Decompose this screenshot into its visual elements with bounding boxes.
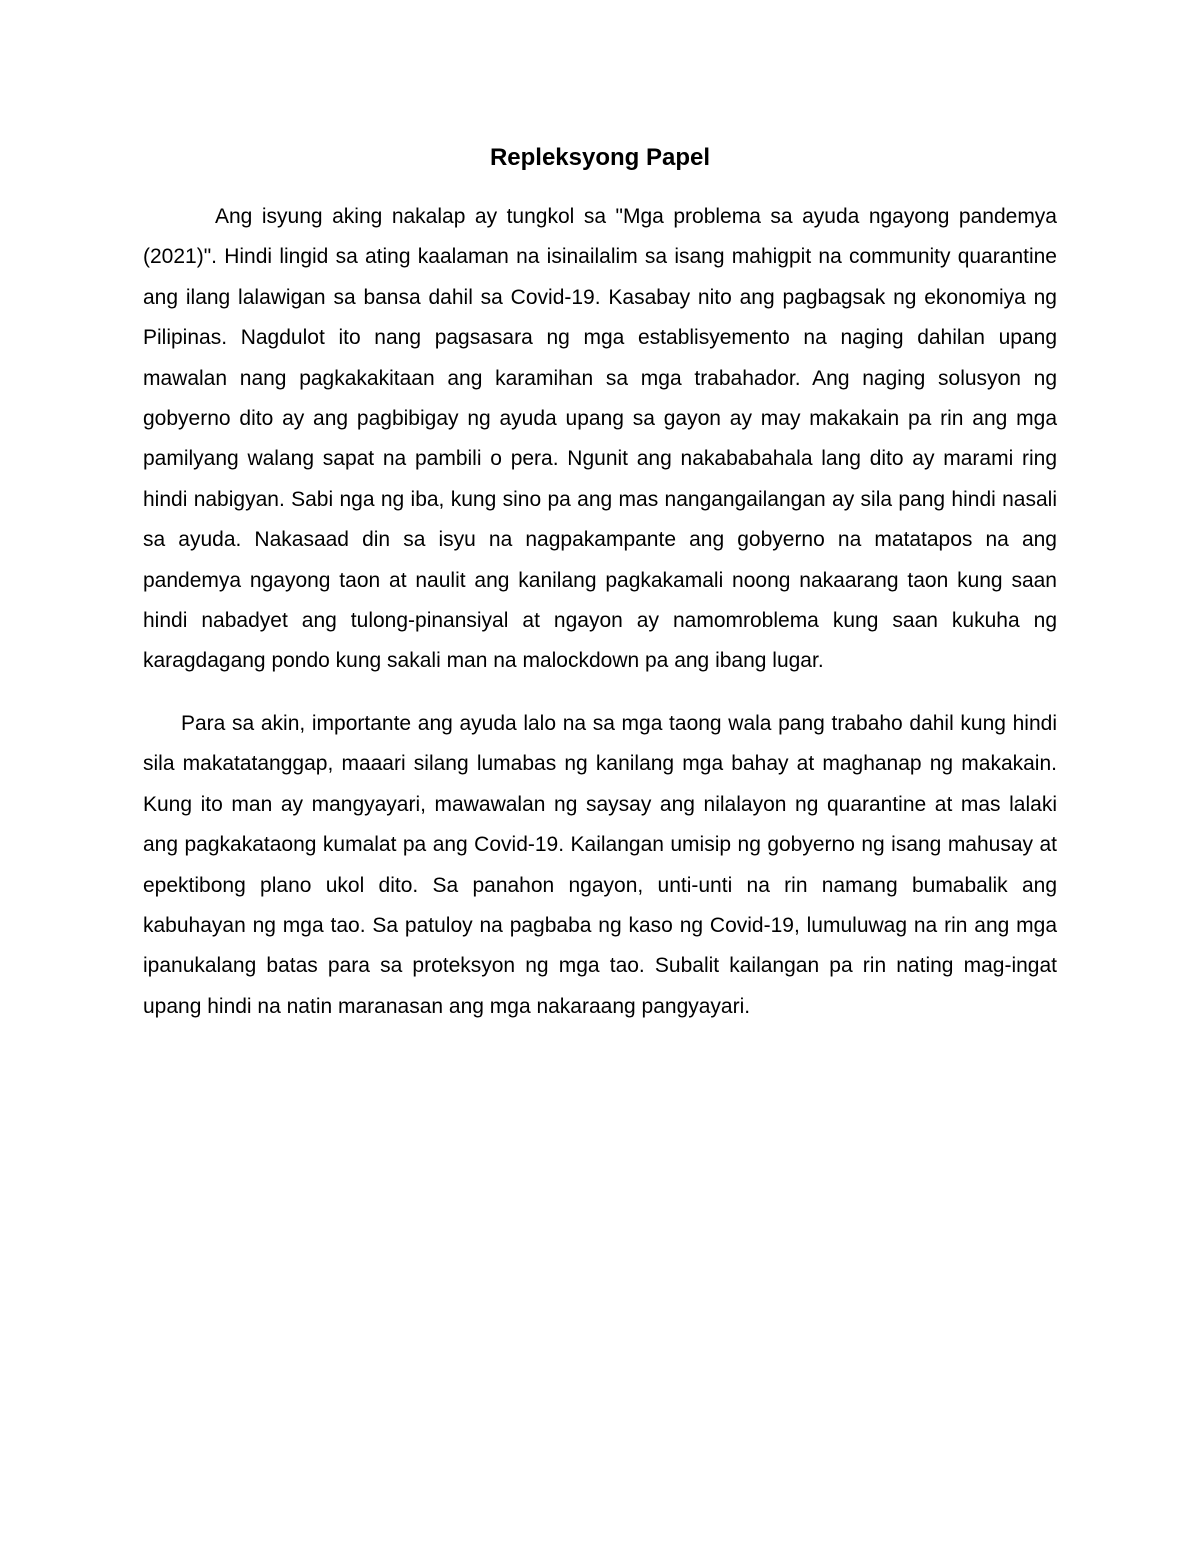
body-paragraph-2: Para sa akin, importante ang ayuda lalo na sa mga taong wala pang trabaho dahil kung hindi sila makatatanggap, maaari silang lumabas ng kanilang mga bahay at maghanap ng makakain. Kung ito man ay mangyayari, mawawalan ng saysay ang nilalayon ng quarantine at mas lalaki ang pagkakataong kumalat pa ang Covid-19. Kailangan umisip ng gobyerno ng isang mahusay at epektibong plano ukol dito. Sa panahon ngayon, unti-unti na rin namang bumabalik ang kabuhayan ng mga tao. Sa patuloy na pagbaba ng kaso ng Covid-19, lumuluwag na rin ang mga ipanukalang batas para sa proteksyon ng mga tao. Subalit kailangan pa rin nating mag-ingat upang hindi na natin maranasan ang mga nakaraang pangyayari. (143, 711, 1057, 1018)
document-title: Repleksyong Papel (489, 144, 711, 171)
body-paragraph-1: Ang isyung aking nakalap ay tungkol sa "Mga problema sa ayuda ngayong pandemya (2021)". Hindi lingid sa ating kaalaman na isinailalim sa isang mahigpit na community quarantine ang ilang lalawigan sa bansa dahil sa Covid-19. Kasabay nito ang pagbagsak ng ekonomiya ng Pilipinas. Nagdulot ito nang pagsasara ng mga establisyemento na naging dahilan upang mawalan nang pagkakakitaan ang karamihan sa mga trabahador. Ang naging solusyon ng gobyerno dito ay ang pagbibigay ng ayuda upang sa gayon ay may makakain pa rin ang mga pamilyang walang sapat na pambili o pera. Ngunit ang nakababahala lang dito ay marami ring hindi nabigyan. Sabi nga ng iba, kung sino pa ang mas nangangailangan ay sila pang hindi nasali sa ayuda. Nakasaad din sa isyu na nagpakampante ang gobyerno na matatapos na ang pandemya ngayong taon at naulit ang kanilang pagkakamali noong nakaarang taon kung saan hindi nabadyet ang tulong-pinansiyal at ngayon ay namomroblema kung saan kukuha ng karagdagang pondo kung sakali man na malockdown pa ang ibang lugar. (143, 205, 1057, 673)
